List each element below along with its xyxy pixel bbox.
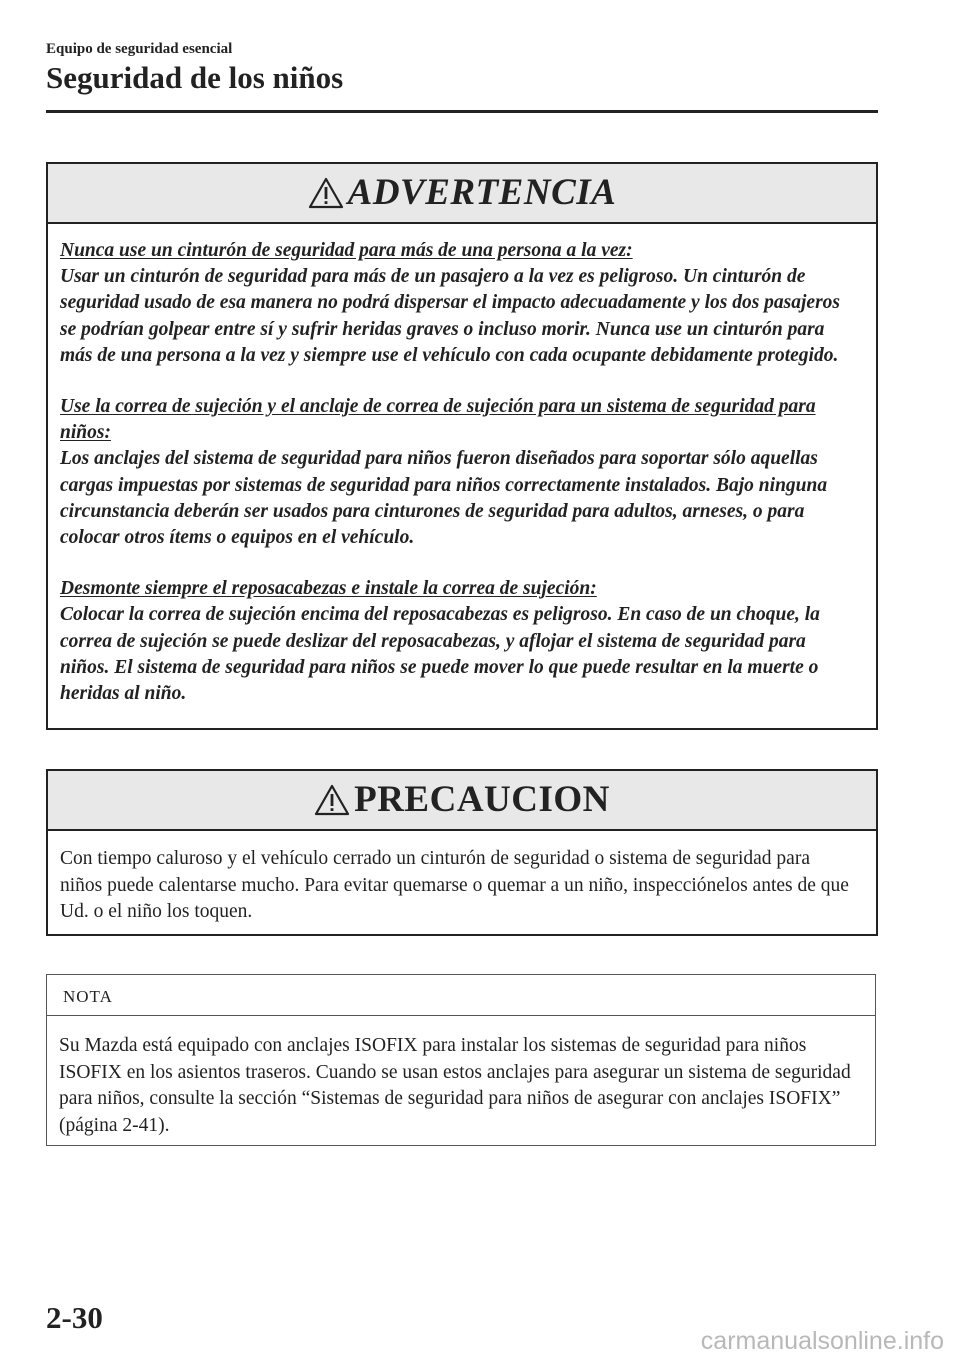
page-number: 2-30: [46, 1300, 103, 1335]
warning-box: [46, 162, 878, 730]
warning-body: [48, 224, 876, 707]
warning-heading: Desmonte siempre el reposacabezas e instale la correa de sujeción:: [60, 578, 597, 600]
caution-text: Con tiempo caluroso y el vehículo cerrado un cinturón de seguridad o sistema de seguridad para niños puede calentarse mucho. Para evitar quemarse o quemar a un niño, inspecciónelos antes de que Ud. o el niño los toquen.: [60, 848, 849, 922]
section-label: Equipo de seguridad esencial: [46, 41, 233, 57]
warning-heading: Nunca use un cinturón de seguridad para más de una persona a la vez:: [60, 240, 633, 261]
warning-triangle-icon: [314, 784, 350, 816]
warning-heading: Use la correa de sujeción y el anclaje de correa de sujeción para un sistema de seguridad para niños:: [60, 396, 816, 444]
warning-box-header: [48, 164, 876, 224]
note-box: [46, 974, 876, 1146]
caution-box: [46, 769, 878, 936]
warning-paragraph: [60, 576, 856, 707]
warning-text: Usar un cinturón de seguridad para más de un pasajero a la vez es peligroso. Un cinturón de seguridad usado de esa manera no podrá dispersar el impacto adecuadamente y los dos pasajeros se podrían golpear entre sí y sufrir heridas graves o incluso morir. Nunca use un cinturón para más de una persona a la vez y siempre use el vehículo con cada ocupante debidamente protegido.: [60, 266, 841, 366]
warning-triangle-icon: [308, 177, 344, 209]
note-text: Su Mazda está equipado con anclajes ISOFIX para instalar los sistemas de seguridad para niños ISOFIX en los asientos traseros. Cuando se usan estos anclajes para asegurar un sistema de seguridad para niños, consulte la sección “Sistemas de seguridad para niños de asegurar con anclajes ISOFIX” (página 2-41).: [59, 1035, 851, 1136]
warning-text: Los anclajes del sistema de seguridad para niños fueron diseñados para soportar sólo aquellas cargas impuestas por sistemas de seguridad para niños correctamente instalados. Bajo ninguna circunstancia deberán ser usados para cinturones de seguridad para adultos, arneses, o para colocar otros ítems o equipos en el vehículo.: [60, 448, 828, 549]
page-header: [46, 40, 878, 97]
caution-title: PRECAUCION: [354, 779, 610, 821]
note-title: NOTA: [63, 987, 113, 1007]
warning-paragraph: [60, 394, 856, 551]
caution-box-header: [48, 771, 876, 831]
note-box-header: [47, 975, 875, 1016]
warning-title: ADVERTENCIA: [347, 172, 617, 214]
title-divider: [46, 110, 878, 113]
warning-text: Colocar la correa de sujeción encima del reposacabezas es peligroso. En caso de un choque, la correa de sujeción se puede deslizar del reposacabezas, y aflojar el sistema de seguridad para niños. El sistema de seguridad para niños se puede mover lo que puede resultar en la muerte o heridas al niño.: [60, 604, 820, 705]
watermark: carmanualsonline.info: [700, 1327, 944, 1355]
warning-paragraph: [60, 238, 856, 369]
page-title: Seguridad de los niños: [46, 60, 344, 95]
